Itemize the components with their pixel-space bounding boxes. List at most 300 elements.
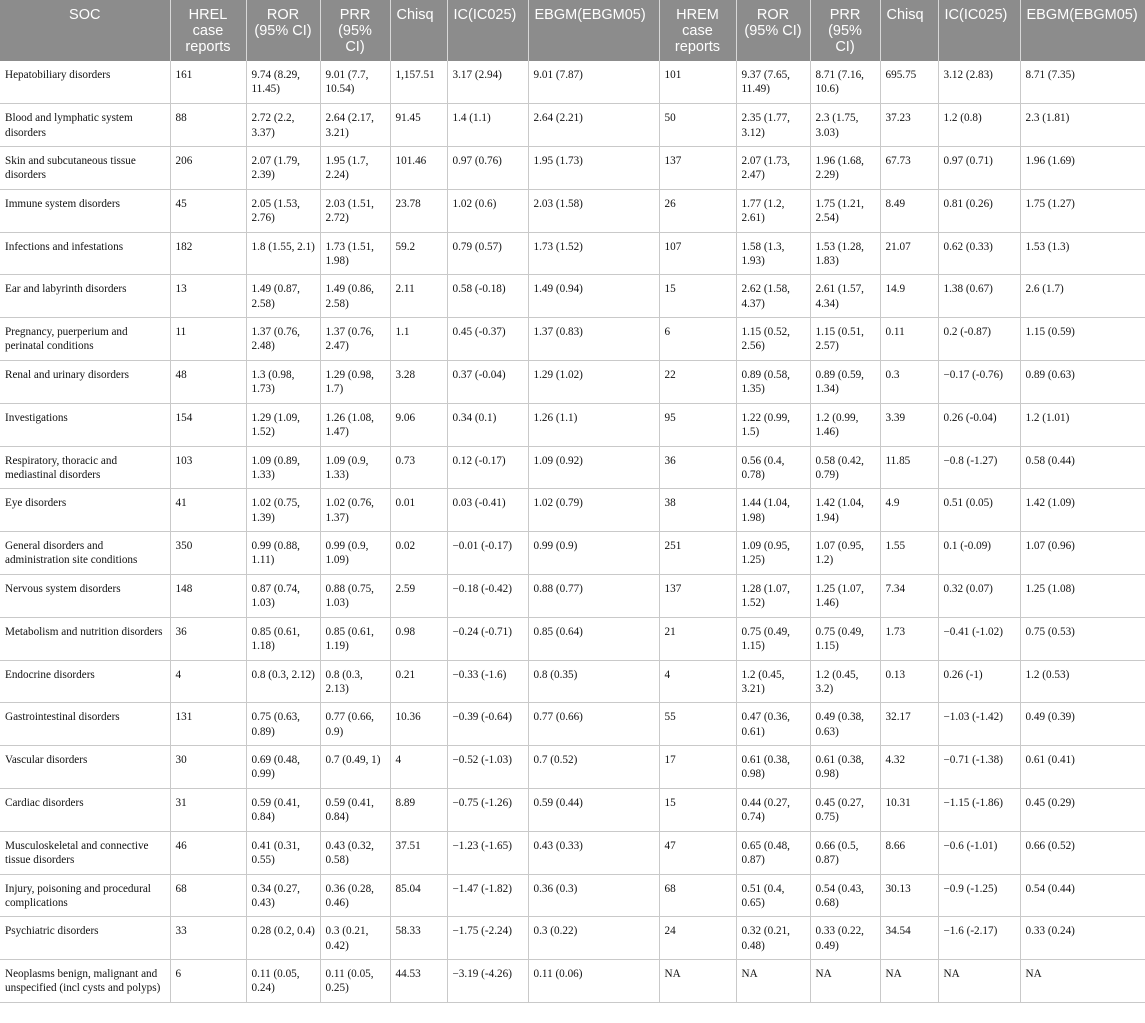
cell-hrel-case-reports: 4 — [170, 660, 246, 703]
cell-hrem-chisq: 695.75 — [880, 61, 938, 104]
cell-hrem-ic: 0.26 (-1) — [938, 660, 1020, 703]
cell-hrel-prr: 1.95 (1.7, 2.24) — [320, 147, 390, 190]
cell-hrel-ebgm: 1.26 (1.1) — [528, 403, 659, 446]
cell-hrem-ror: 0.75 (0.49, 1.15) — [736, 617, 810, 660]
cell-hrel-ic: −0.18 (-0.42) — [447, 575, 528, 618]
table-row — [0, 232, 1145, 275]
cell-hrem-chisq: 30.13 — [880, 874, 938, 917]
cell-hrem-prr: 1.25 (1.07, 1.46) — [810, 575, 880, 618]
table-row — [0, 275, 1145, 318]
cell-hrem-chisq: 37.23 — [880, 104, 938, 147]
cell-hrem-ebgm: 1.75 (1.27) — [1020, 189, 1145, 232]
cell-hrem-ror: 0.56 (0.4, 0.78) — [736, 446, 810, 489]
cell-hrel-ror: 0.85 (0.61, 1.18) — [246, 617, 320, 660]
cell-soc: General disorders and administration site conditions — [0, 532, 170, 575]
cell-hrem-ror: 2.62 (1.58, 4.37) — [736, 275, 810, 318]
cell-hrel-ror: 1.37 (0.76, 2.48) — [246, 318, 320, 361]
cell-soc: Investigations — [0, 403, 170, 446]
cell-hrel-chisq: 44.53 — [390, 960, 447, 1003]
cell-hrem-case-reports: 4 — [659, 660, 736, 703]
cell-hrem-case-reports: 55 — [659, 703, 736, 746]
header-hrem-prr: PRR (95% CI) — [810, 0, 880, 61]
cell-hrel-chisq: 1,157.51 — [390, 61, 447, 104]
cell-hrem-case-reports: 107 — [659, 232, 736, 275]
cell-hrem-prr: 1.53 (1.28, 1.83) — [810, 232, 880, 275]
cell-hrel-chisq: 91.45 — [390, 104, 447, 147]
cell-hrel-ic: 0.45 (-0.37) — [447, 318, 528, 361]
cell-hrem-prr: 0.66 (0.5, 0.87) — [810, 831, 880, 874]
cell-hrem-chisq: 7.34 — [880, 575, 938, 618]
cell-hrel-ebgm: 1.95 (1.73) — [528, 147, 659, 190]
cell-hrem-case-reports: 38 — [659, 489, 736, 532]
cell-hrem-ror: 0.47 (0.36, 0.61) — [736, 703, 810, 746]
cell-hrel-ebgm: 0.8 (0.35) — [528, 660, 659, 703]
cell-hrem-ebgm: 0.75 (0.53) — [1020, 617, 1145, 660]
cell-hrel-case-reports: 48 — [170, 361, 246, 404]
table-row — [0, 917, 1145, 960]
cell-hrem-chisq: 10.31 — [880, 789, 938, 832]
cell-hrel-case-reports: 31 — [170, 789, 246, 832]
cell-hrem-ic: 0.97 (0.71) — [938, 147, 1020, 190]
cell-hrem-prr: 0.58 (0.42, 0.79) — [810, 446, 880, 489]
cell-hrem-case-reports: 6 — [659, 318, 736, 361]
cell-hrel-case-reports: 11 — [170, 318, 246, 361]
cell-hrem-prr: 0.33 (0.22, 0.49) — [810, 917, 880, 960]
table-row — [0, 575, 1145, 618]
cell-hrem-case-reports: 47 — [659, 831, 736, 874]
cell-soc: Respiratory, thoracic and mediastinal disorders — [0, 446, 170, 489]
cell-hrel-prr: 2.03 (1.51, 2.72) — [320, 189, 390, 232]
cell-hrem-ror: 1.09 (0.95, 1.25) — [736, 532, 810, 575]
cell-hrem-ic: −1.03 (-1.42) — [938, 703, 1020, 746]
cell-hrel-ror: 0.59 (0.41, 0.84) — [246, 789, 320, 832]
cell-hrem-ic: −0.41 (-1.02) — [938, 617, 1020, 660]
table-row — [0, 746, 1145, 789]
table-row — [0, 446, 1145, 489]
cell-hrem-ic: 0.32 (0.07) — [938, 575, 1020, 618]
cell-soc: Blood and lymphatic system disorders — [0, 104, 170, 147]
cell-hrel-ic: −1.75 (-2.24) — [447, 917, 528, 960]
cell-hrem-ebgm: 0.89 (0.63) — [1020, 361, 1145, 404]
cell-hrel-case-reports: 6 — [170, 960, 246, 1003]
cell-hrel-ebgm: 0.85 (0.64) — [528, 617, 659, 660]
cell-hrel-case-reports: 46 — [170, 831, 246, 874]
cell-hrem-case-reports: 22 — [659, 361, 736, 404]
cell-hrem-case-reports: 21 — [659, 617, 736, 660]
cell-soc: Eye disorders — [0, 489, 170, 532]
cell-hrel-ebgm: 1.49 (0.94) — [528, 275, 659, 318]
cell-hrel-chisq: 0.01 — [390, 489, 447, 532]
cell-hrel-ror: 0.87 (0.74, 1.03) — [246, 575, 320, 618]
cell-hrem-ebgm: 0.66 (0.52) — [1020, 831, 1145, 874]
cell-hrem-ic: −0.9 (-1.25) — [938, 874, 1020, 917]
cell-hrel-chisq: 0.02 — [390, 532, 447, 575]
cell-hrel-prr: 0.8 (0.3, 2.13) — [320, 660, 390, 703]
cell-hrem-chisq: 8.49 — [880, 189, 938, 232]
cell-hrel-case-reports: 45 — [170, 189, 246, 232]
cell-hrem-ror: 1.15 (0.52, 2.56) — [736, 318, 810, 361]
cell-hrel-prr: 1.73 (1.51, 1.98) — [320, 232, 390, 275]
cell-hrem-ebgm: 2.6 (1.7) — [1020, 275, 1145, 318]
cell-hrem-ebgm: 0.45 (0.29) — [1020, 789, 1145, 832]
cell-hrem-ebgm: 1.96 (1.69) — [1020, 147, 1145, 190]
cell-hrem-prr: 8.71 (7.16, 10.6) — [810, 61, 880, 104]
cell-hrem-case-reports: 17 — [659, 746, 736, 789]
cell-hrel-case-reports: 33 — [170, 917, 246, 960]
cell-hrem-ebgm: 0.61 (0.41) — [1020, 746, 1145, 789]
cell-hrem-ic: NA — [938, 960, 1020, 1003]
cell-hrem-prr: NA — [810, 960, 880, 1003]
cell-hrel-ic: 0.34 (0.1) — [447, 403, 528, 446]
cell-hrem-ror: 0.61 (0.38, 0.98) — [736, 746, 810, 789]
cell-hrem-chisq: 4.32 — [880, 746, 938, 789]
cell-hrem-ebgm: 0.58 (0.44) — [1020, 446, 1145, 489]
cell-hrem-prr: 0.49 (0.38, 0.63) — [810, 703, 880, 746]
cell-hrel-chisq: 0.98 — [390, 617, 447, 660]
table-body — [0, 61, 1145, 1003]
cell-hrel-ebgm: 1.09 (0.92) — [528, 446, 659, 489]
header-hrem-chisq: Chisq — [880, 0, 938, 61]
table-row — [0, 532, 1145, 575]
cell-hrel-ebgm: 1.02 (0.79) — [528, 489, 659, 532]
cell-hrel-ebgm: 2.64 (2.21) — [528, 104, 659, 147]
cell-hrem-ebgm: 2.3 (1.81) — [1020, 104, 1145, 147]
cell-hrem-chisq: 0.13 — [880, 660, 938, 703]
cell-hrem-ic: 1.38 (0.67) — [938, 275, 1020, 318]
cell-hrem-prr: 1.75 (1.21, 2.54) — [810, 189, 880, 232]
cell-hrem-prr: 1.42 (1.04, 1.94) — [810, 489, 880, 532]
cell-hrem-prr: 0.61 (0.38, 0.98) — [810, 746, 880, 789]
cell-hrem-chisq: 4.9 — [880, 489, 938, 532]
cell-hrem-case-reports: 137 — [659, 147, 736, 190]
cell-hrel-ror: 0.34 (0.27, 0.43) — [246, 874, 320, 917]
cell-hrem-ic: −0.17 (-0.76) — [938, 361, 1020, 404]
cell-hrel-case-reports: 88 — [170, 104, 246, 147]
cell-soc: Immune system disorders — [0, 189, 170, 232]
cell-hrel-ror: 1.02 (0.75, 1.39) — [246, 489, 320, 532]
cell-hrem-ic: 0.51 (0.05) — [938, 489, 1020, 532]
cell-hrel-prr: 1.37 (0.76, 2.47) — [320, 318, 390, 361]
cell-hrem-ror: 1.77 (1.2, 2.61) — [736, 189, 810, 232]
cell-hrel-prr: 1.49 (0.86, 2.58) — [320, 275, 390, 318]
cell-hrem-chisq: 0.11 — [880, 318, 938, 361]
cell-hrel-ror: 1.49 (0.87, 2.58) — [246, 275, 320, 318]
cell-hrel-chisq: 101.46 — [390, 147, 447, 190]
table-row — [0, 361, 1145, 404]
table-row — [0, 104, 1145, 147]
header-row — [0, 0, 1145, 61]
cell-hrel-chisq: 2.59 — [390, 575, 447, 618]
cell-hrel-case-reports: 154 — [170, 403, 246, 446]
cell-hrel-ror: 0.75 (0.63, 0.89) — [246, 703, 320, 746]
cell-soc: Gastrointestinal disorders — [0, 703, 170, 746]
table-row — [0, 831, 1145, 874]
cell-soc: Metabolism and nutrition disorders — [0, 617, 170, 660]
cell-hrel-ic: 0.12 (-0.17) — [447, 446, 528, 489]
cell-hrel-case-reports: 36 — [170, 617, 246, 660]
header-hrel-ebgm: EBGM(EBGM05) — [528, 0, 659, 61]
cell-hrem-ic: −0.71 (-1.38) — [938, 746, 1020, 789]
cell-hrel-ebgm: 1.37 (0.83) — [528, 318, 659, 361]
cell-hrel-ic: −1.23 (-1.65) — [447, 831, 528, 874]
cell-hrem-chisq: 14.9 — [880, 275, 938, 318]
table-row — [0, 617, 1145, 660]
cell-hrel-ic: −1.47 (-1.82) — [447, 874, 528, 917]
cell-hrem-chisq: 1.73 — [880, 617, 938, 660]
cell-hrel-ic: −0.33 (-1.6) — [447, 660, 528, 703]
cell-hrel-ror: 9.74 (8.29, 11.45) — [246, 61, 320, 104]
header-hrel-ic: IC(IC025) — [447, 0, 528, 61]
cell-soc: Pregnancy, puerperium and perinatal conditions — [0, 318, 170, 361]
cell-hrem-ebgm: 1.2 (0.53) — [1020, 660, 1145, 703]
cell-hrem-ic: 0.81 (0.26) — [938, 189, 1020, 232]
cell-hrem-case-reports: 36 — [659, 446, 736, 489]
cell-hrem-chisq: NA — [880, 960, 938, 1003]
cell-hrel-case-reports: 148 — [170, 575, 246, 618]
cell-hrel-case-reports: 68 — [170, 874, 246, 917]
cell-hrel-ic: 0.37 (-0.04) — [447, 361, 528, 404]
cell-hrem-case-reports: 26 — [659, 189, 736, 232]
cell-hrel-ebgm: 9.01 (7.87) — [528, 61, 659, 104]
cell-hrem-chisq: 1.55 — [880, 532, 938, 575]
cell-hrel-ror: 2.72 (2.2, 3.37) — [246, 104, 320, 147]
header-hrem-ebgm: EBGM(EBGM05) — [1020, 0, 1145, 61]
cell-hrem-ic: −1.15 (-1.86) — [938, 789, 1020, 832]
cell-hrel-ebgm: 0.59 (0.44) — [528, 789, 659, 832]
table-row — [0, 403, 1145, 446]
cell-soc: Musculoskeletal and connective tissue disorders — [0, 831, 170, 874]
cell-hrel-chisq: 9.06 — [390, 403, 447, 446]
cell-hrel-chisq: 8.89 — [390, 789, 447, 832]
cell-hrem-ror: 2.07 (1.73, 2.47) — [736, 147, 810, 190]
cell-hrel-prr: 0.77 (0.66, 0.9) — [320, 703, 390, 746]
cell-hrel-case-reports: 13 — [170, 275, 246, 318]
cell-hrel-ebgm: 0.43 (0.33) — [528, 831, 659, 874]
table-row — [0, 61, 1145, 104]
table-row — [0, 960, 1145, 1003]
table-row — [0, 489, 1145, 532]
cell-hrem-chisq: 8.66 — [880, 831, 938, 874]
cell-hrem-ic: 3.12 (2.83) — [938, 61, 1020, 104]
cell-hrel-prr: 0.88 (0.75, 1.03) — [320, 575, 390, 618]
cell-hrem-ebgm: 1.25 (1.08) — [1020, 575, 1145, 618]
cell-hrel-ebgm: 0.36 (0.3) — [528, 874, 659, 917]
cell-hrel-chisq: 2.11 — [390, 275, 447, 318]
cell-hrem-ebgm: 0.54 (0.44) — [1020, 874, 1145, 917]
cell-hrel-case-reports: 206 — [170, 147, 246, 190]
cell-hrem-ic: 1.2 (0.8) — [938, 104, 1020, 147]
cell-hrel-ror: 0.28 (0.2, 0.4) — [246, 917, 320, 960]
cell-hrel-ror: 0.69 (0.48, 0.99) — [246, 746, 320, 789]
cell-hrel-ror: 0.11 (0.05, 0.24) — [246, 960, 320, 1003]
cell-hrel-prr: 0.85 (0.61, 1.19) — [320, 617, 390, 660]
cell-hrel-ic: −0.75 (-1.26) — [447, 789, 528, 832]
cell-hrem-ebgm: 8.71 (7.35) — [1020, 61, 1145, 104]
cell-hrem-case-reports: 15 — [659, 275, 736, 318]
cell-hrem-chisq: 3.39 — [880, 403, 938, 446]
cell-hrel-prr: 0.36 (0.28, 0.46) — [320, 874, 390, 917]
header-hrem-ror: ROR (95% CI) — [736, 0, 810, 61]
cell-hrel-chisq: 59.2 — [390, 232, 447, 275]
cell-hrem-ebgm: 0.33 (0.24) — [1020, 917, 1145, 960]
header-hrel-case-reports: HREL case reports — [170, 0, 246, 61]
cell-hrem-ic: −0.8 (-1.27) — [938, 446, 1020, 489]
cell-hrem-prr: 2.3 (1.75, 3.03) — [810, 104, 880, 147]
cell-hrem-prr: 0.54 (0.43, 0.68) — [810, 874, 880, 917]
cell-hrel-ror: 1.8 (1.55, 2.1) — [246, 232, 320, 275]
cell-hrel-case-reports: 131 — [170, 703, 246, 746]
cell-hrel-ebgm: 0.88 (0.77) — [528, 575, 659, 618]
cell-soc: Nervous system disorders — [0, 575, 170, 618]
cell-hrel-chisq: 4 — [390, 746, 447, 789]
cell-hrel-ic: 0.97 (0.76) — [447, 147, 528, 190]
cell-hrem-ebgm: 1.07 (0.96) — [1020, 532, 1145, 575]
cell-hrel-prr: 9.01 (7.7, 10.54) — [320, 61, 390, 104]
table-row — [0, 147, 1145, 190]
cell-hrel-prr: 0.11 (0.05, 0.25) — [320, 960, 390, 1003]
cell-hrem-ic: 0.2 (-0.87) — [938, 318, 1020, 361]
cell-hrem-prr: 1.15 (0.51, 2.57) — [810, 318, 880, 361]
cell-hrel-ror: 2.05 (1.53, 2.76) — [246, 189, 320, 232]
cell-hrel-ebgm: 0.3 (0.22) — [528, 917, 659, 960]
cell-hrem-prr: 0.45 (0.27, 0.75) — [810, 789, 880, 832]
cell-soc: Vascular disorders — [0, 746, 170, 789]
cell-hrem-chisq: 34.54 — [880, 917, 938, 960]
cell-hrel-ic: −0.52 (-1.03) — [447, 746, 528, 789]
cell-hrem-ic: 0.62 (0.33) — [938, 232, 1020, 275]
cell-soc: Endocrine disorders — [0, 660, 170, 703]
cell-hrem-ebgm: 1.42 (1.09) — [1020, 489, 1145, 532]
cell-soc: Ear and labyrinth disorders — [0, 275, 170, 318]
cell-hrel-case-reports: 182 — [170, 232, 246, 275]
cell-hrem-ror: NA — [736, 960, 810, 1003]
header-soc: SOC — [0, 0, 170, 61]
cell-hrem-ror: 1.28 (1.07, 1.52) — [736, 575, 810, 618]
cell-hrel-ror: 1.09 (0.89, 1.33) — [246, 446, 320, 489]
cell-hrel-prr: 0.59 (0.41, 0.84) — [320, 789, 390, 832]
cell-hrel-ebgm: 1.29 (1.02) — [528, 361, 659, 404]
cell-hrem-ror: 0.89 (0.58, 1.35) — [736, 361, 810, 404]
cell-soc: Neoplasms benign, malignant and unspecified (incl cysts and polyps) — [0, 960, 170, 1003]
cell-hrel-chisq: 0.21 — [390, 660, 447, 703]
cell-soc: Injury, poisoning and procedural complications — [0, 874, 170, 917]
cell-soc: Renal and urinary disorders — [0, 361, 170, 404]
cell-hrel-ebgm: 0.99 (0.9) — [528, 532, 659, 575]
cell-hrel-ic: −3.19 (-4.26) — [447, 960, 528, 1003]
cell-hrem-case-reports: 15 — [659, 789, 736, 832]
cell-hrem-prr: 0.75 (0.49, 1.15) — [810, 617, 880, 660]
cell-hrel-ic: −0.01 (-0.17) — [447, 532, 528, 575]
cell-soc: Hepatobiliary disorders — [0, 61, 170, 104]
cell-hrem-prr: 2.61 (1.57, 4.34) — [810, 275, 880, 318]
cell-hrem-ebgm: NA — [1020, 960, 1145, 1003]
cell-hrel-ror: 1.29 (1.09, 1.52) — [246, 403, 320, 446]
cell-hrel-prr: 1.09 (0.9, 1.33) — [320, 446, 390, 489]
header-hrel-prr: PRR (95% CI) — [320, 0, 390, 61]
cell-hrel-ic: 0.58 (-0.18) — [447, 275, 528, 318]
table-row — [0, 318, 1145, 361]
cell-hrel-case-reports: 30 — [170, 746, 246, 789]
cell-hrem-case-reports: 68 — [659, 874, 736, 917]
header-hrem-ic: IC(IC025) — [938, 0, 1020, 61]
cell-hrem-ror: 0.32 (0.21, 0.48) — [736, 917, 810, 960]
cell-hrem-ic: 0.26 (-0.04) — [938, 403, 1020, 446]
cell-hrem-ror: 9.37 (7.65, 11.49) — [736, 61, 810, 104]
cell-hrel-ebgm: 0.7 (0.52) — [528, 746, 659, 789]
cell-hrem-prr: 1.2 (0.99, 1.46) — [810, 403, 880, 446]
cell-hrel-prr: 0.3 (0.21, 0.42) — [320, 917, 390, 960]
cell-hrel-prr: 1.26 (1.08, 1.47) — [320, 403, 390, 446]
cell-hrel-prr: 0.43 (0.32, 0.58) — [320, 831, 390, 874]
cell-hrem-ebgm: 1.2 (1.01) — [1020, 403, 1145, 446]
cell-hrel-case-reports: 161 — [170, 61, 246, 104]
cell-hrel-prr: 0.99 (0.9, 1.09) — [320, 532, 390, 575]
cell-hrel-ror: 2.07 (1.79, 2.39) — [246, 147, 320, 190]
cell-soc: Infections and infestations — [0, 232, 170, 275]
cell-hrel-prr: 1.29 (0.98, 1.7) — [320, 361, 390, 404]
cell-hrel-ic: 0.79 (0.57) — [447, 232, 528, 275]
cell-hrel-ic: 1.4 (1.1) — [447, 104, 528, 147]
cell-hrem-chisq: 0.3 — [880, 361, 938, 404]
cell-hrel-prr: 0.7 (0.49, 1) — [320, 746, 390, 789]
cell-soc: Psychiatric disorders — [0, 917, 170, 960]
cell-hrel-ic: −0.24 (-0.71) — [447, 617, 528, 660]
cell-hrem-prr: 1.96 (1.68, 2.29) — [810, 147, 880, 190]
cell-hrem-chisq: 21.07 — [880, 232, 938, 275]
header-hrel-ror: ROR (95% CI) — [246, 0, 320, 61]
cell-hrel-ebgm: 0.11 (0.06) — [528, 960, 659, 1003]
cell-hrel-ror: 0.99 (0.88, 1.11) — [246, 532, 320, 575]
cell-hrem-ror: 1.22 (0.99, 1.5) — [736, 403, 810, 446]
cell-hrem-case-reports: 101 — [659, 61, 736, 104]
header-hrem-case-reports: HREM case reports — [659, 0, 736, 61]
cell-hrel-ror: 0.41 (0.31, 0.55) — [246, 831, 320, 874]
cell-hrel-case-reports: 41 — [170, 489, 246, 532]
cell-hrel-ic: −0.39 (-0.64) — [447, 703, 528, 746]
cell-hrel-ic: 3.17 (2.94) — [447, 61, 528, 104]
cell-hrem-chisq: 11.85 — [880, 446, 938, 489]
cell-hrem-case-reports: 95 — [659, 403, 736, 446]
cell-hrel-ror: 1.3 (0.98, 1.73) — [246, 361, 320, 404]
table-row — [0, 703, 1145, 746]
cell-hrem-ebgm: 1.15 (0.59) — [1020, 318, 1145, 361]
cell-hrel-chisq: 1.1 — [390, 318, 447, 361]
cell-hrem-ror: 0.44 (0.27, 0.74) — [736, 789, 810, 832]
cell-hrem-case-reports: 137 — [659, 575, 736, 618]
cell-hrem-case-reports: 251 — [659, 532, 736, 575]
table-row — [0, 660, 1145, 703]
cell-hrem-ic: −0.6 (-1.01) — [938, 831, 1020, 874]
cell-hrem-ror: 2.35 (1.77, 3.12) — [736, 104, 810, 147]
cell-hrel-chisq: 85.04 — [390, 874, 447, 917]
cell-hrel-ebgm: 0.77 (0.66) — [528, 703, 659, 746]
cell-hrel-case-reports: 350 — [170, 532, 246, 575]
cell-hrel-chisq: 37.51 — [390, 831, 447, 874]
cell-hrem-ror: 1.58 (1.3, 1.93) — [736, 232, 810, 275]
cell-hrel-chisq: 58.33 — [390, 917, 447, 960]
cell-hrel-prr: 1.02 (0.76, 1.37) — [320, 489, 390, 532]
cell-hrel-case-reports: 103 — [170, 446, 246, 489]
cell-hrem-case-reports: 24 — [659, 917, 736, 960]
cell-hrel-chisq: 3.28 — [390, 361, 447, 404]
cell-hrem-prr: 1.2 (0.45, 3.2) — [810, 660, 880, 703]
cell-hrel-ic: 1.02 (0.6) — [447, 189, 528, 232]
cell-hrem-prr: 0.89 (0.59, 1.34) — [810, 361, 880, 404]
cell-hrem-chisq: 32.17 — [880, 703, 938, 746]
cell-hrel-ebgm: 2.03 (1.58) — [528, 189, 659, 232]
cell-hrel-ic: 0.03 (-0.41) — [447, 489, 528, 532]
header-hrel-chisq: Chisq — [390, 0, 447, 61]
